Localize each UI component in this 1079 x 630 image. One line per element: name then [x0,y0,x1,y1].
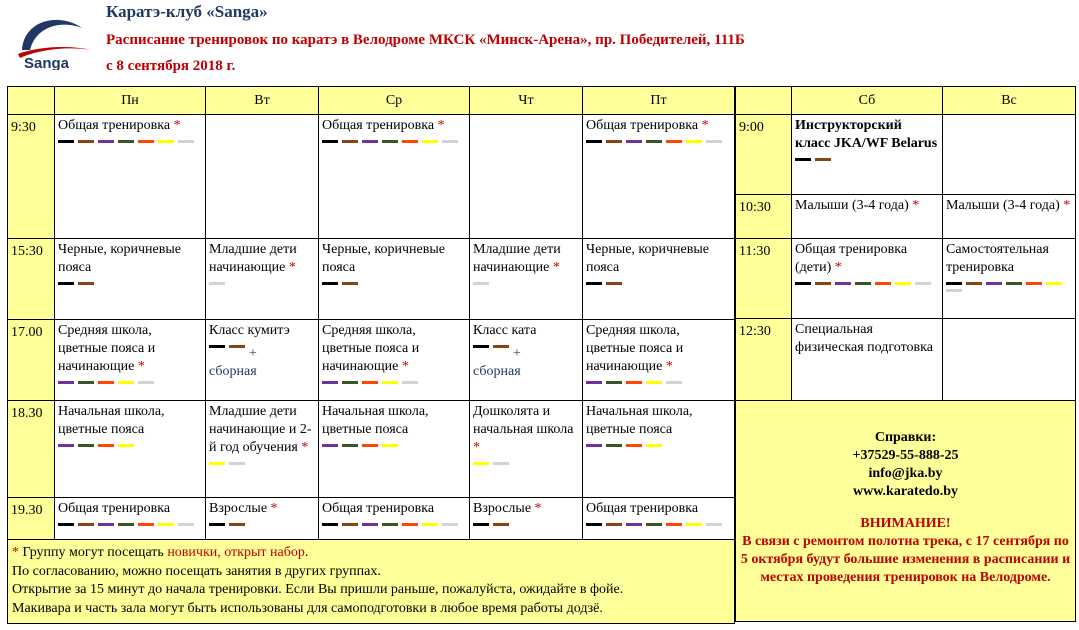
session-name: Младшие дети начинающие [473,242,561,275]
session-name: Дошколята и начальная школа [473,404,574,437]
orange-belt-marker [138,523,154,526]
session-cell [55,401,206,498]
purple-belt-marker [362,140,378,143]
new-students-mark: * [834,260,842,275]
orange-belt-marker [666,140,682,143]
green-belt-marker [646,523,662,526]
sanga-logo [14,10,94,70]
time-slot: 17.00 [8,320,55,401]
purple-belt-marker [322,444,338,447]
time-slot: 9:00 [736,115,792,195]
brown-belt-marker [966,282,982,285]
day-header: Пн [55,87,206,115]
session-name: Черные, коричневые пояса [58,242,181,275]
time-slot: 15:30 [8,239,55,320]
time-slot: 9:30 [8,115,55,239]
yellow-belt-marker [422,523,438,526]
note-line-2: По согласованию, можно посещать занятия в других группах. [12,563,381,579]
schedule-row [736,239,1076,319]
new-students-mark: * [270,501,278,516]
green-belt-marker [606,444,622,447]
session-name: Средняя школа, цветные пояса и начинающие [322,323,420,374]
day-header: Вс [943,87,1076,115]
brown-belt-marker [78,282,94,285]
attention-heading: ВНИМАНИЕ! [860,516,951,531]
session-cell [792,195,943,239]
purple-belt-marker [98,523,114,526]
purple-belt-marker [98,140,114,143]
belt-levels [473,462,579,465]
session-cell [943,239,1076,319]
session-name: Общая тренировка [58,118,171,133]
belt-levels [58,523,202,526]
new-students-mark: * [401,359,409,374]
purple-belt-marker [986,282,1002,285]
session-name: Общая тренировка [322,501,435,516]
purple-belt-marker [835,282,851,285]
day-header: Вт [206,87,319,115]
schedule-row [8,320,735,401]
plus-sign: + [513,346,521,361]
belt-levels [795,158,939,161]
day-header: Пт [583,87,735,115]
time-slot: 18.30 [8,401,55,498]
green-belt-marker [78,444,94,447]
brown-belt-marker [493,345,509,348]
white-belt-marker [229,462,245,465]
time-slot: 10:30 [736,195,792,239]
session-cell [55,115,206,239]
yellow-belt-marker [686,523,702,526]
yellow-belt-marker [646,381,662,384]
yellow-belt-marker [686,140,702,143]
page-title: Каратэ-клуб «Sanga» [106,2,268,21]
white-belt-marker [138,381,154,384]
session-name: Общая тренировка [322,118,435,133]
brown-belt-marker [606,140,622,143]
contact-heading: Справки: [874,430,937,445]
yellow-belt-marker [158,523,174,526]
corner-cell [736,87,792,115]
session-cell [319,115,470,239]
session-cell [319,239,470,320]
day-header: Ср [319,87,470,115]
black-belt-marker [322,282,338,285]
black-belt-marker [58,140,74,143]
belt-levels [209,345,315,363]
yellow-belt-marker [473,462,489,465]
session-name: Класс ката [473,323,537,338]
session-cell [206,320,319,401]
session-name: Начальная школа, цветные пояса [322,404,429,437]
green-belt-marker [342,381,358,384]
session-cell [319,320,470,401]
session-cell [206,401,319,498]
black-belt-marker [586,282,602,285]
plus-sign: + [249,346,257,361]
session-name: Самостоятельная тренировка [946,242,1049,275]
new-students-mark: * [137,359,145,374]
black-belt-marker [795,158,811,161]
white-belt-marker [915,282,931,285]
schedule-row [736,319,1076,401]
white-belt-marker [706,523,722,526]
schedule-row [8,498,735,540]
day-header: Чт [470,87,583,115]
session-name: Малыши (3-4 года) [946,198,1060,213]
session-name: Младшие дети начинающие [209,242,297,275]
white-belt-marker [946,289,962,292]
purple-belt-marker [626,523,642,526]
session-cell [583,498,735,540]
session-cell [943,195,1076,239]
belt-levels [586,282,731,285]
belt-levels [58,381,202,384]
belt-levels [473,523,579,526]
session-cell [792,319,943,401]
session-name: Черные, коричневые пояса [322,242,445,275]
session-name: Общая тренировка [586,118,699,133]
new-students-mark: * [173,118,181,133]
yellow-belt-marker [422,140,438,143]
session-name: Общая тренировка (дети) [795,242,908,275]
session-cell [583,239,735,320]
session-cell [943,319,1076,401]
white-belt-marker [473,282,489,285]
session-cell [470,320,583,401]
belt-levels [586,523,731,526]
session-cell [206,115,319,239]
black-belt-marker [209,523,225,526]
time-slot: 19.30 [8,498,55,540]
schedule-row [8,115,735,239]
session-cell [470,401,583,498]
belt-levels [322,140,466,143]
belt-levels [322,444,466,447]
belt-levels [322,282,466,285]
brown-belt-marker [342,523,358,526]
session-cell [583,320,735,401]
brown-belt-marker [815,282,831,285]
orange-belt-marker [362,381,378,384]
note-text: . [304,545,309,560]
new-students-mark: * [437,118,445,133]
green-belt-marker [606,381,622,384]
orange-belt-marker [138,140,154,143]
session-cell [55,239,206,320]
belt-levels [586,381,731,384]
session-name: Общая тренировка [586,501,699,516]
belt-levels [473,282,579,285]
orange-belt-marker [875,282,891,285]
session-cell [319,401,470,498]
time-slot: 12:30 [736,319,792,401]
black-belt-marker [795,282,811,285]
brown-belt-marker [342,140,358,143]
session-name: Черные, коричневые пояса [586,242,709,275]
brown-belt-marker [229,345,245,348]
yellow-belt-marker [382,381,398,384]
belt-levels [58,140,202,143]
green-belt-marker [118,523,134,526]
session-name: Взрослые [209,501,268,516]
belt-levels [795,282,939,285]
session-cell [583,115,735,239]
session-name: Специальная физическая подготовка [795,322,933,355]
new-students-mark: * [288,260,296,275]
green-belt-marker [855,282,871,285]
belt-levels [58,282,202,285]
team-label: сборная [209,364,257,379]
contact-phone: +37529-55-888-25 [852,448,959,463]
purple-belt-marker [58,381,74,384]
session-name: Малыши (3-4 года) [795,198,909,213]
black-belt-marker [473,345,489,348]
brown-belt-marker [342,282,358,285]
orange-belt-marker [402,523,418,526]
new-students-mark: * [552,260,560,275]
weekend-schedule-table [735,86,1076,622]
green-belt-marker [382,523,398,526]
session-cell [792,239,943,319]
session-name: Начальная школа, цветные пояса [586,404,693,437]
orange-belt-marker [98,444,114,447]
new-students-mark: * [301,440,309,455]
session-cell [206,239,319,320]
logo-text: Sanga [24,55,70,70]
time-slot: 11:30 [736,239,792,319]
session-cell [55,320,206,401]
orange-belt-marker [362,444,378,447]
belt-levels [209,462,315,465]
green-belt-marker [118,140,134,143]
session-name: Младшие дети начинающие и 2-й год обучения [209,404,312,455]
yellow-belt-marker [1046,282,1062,285]
team-label: сборная [473,364,521,379]
green-belt-marker [1006,282,1022,285]
contact-website: www.karatedo.by [852,484,958,499]
contact-email: info@jka.by [868,466,943,481]
orange-belt-marker [98,381,114,384]
note-line-3: Открытие за 15 минут до начала тренировки. Если Вы пришли раньше, пожалуйста, ожидайте в фойе. [12,582,624,597]
note-text: Группу могут посещать [19,545,168,560]
day-header: Сб [792,87,943,115]
orange-belt-marker [1026,282,1042,285]
attention-notice: В связи с ремонтом полотна трека, с 17 сентября по 5 октября будут большие изменения в расписании и местах проведения тренировок на Велодроме. [740,534,1071,585]
purple-belt-marker [322,381,338,384]
belt-levels [58,444,202,447]
green-belt-marker [342,444,358,447]
note-line-4: Макивара и часть зала могут быть использованы для самоподготовки в любое время работы додзё. [12,600,603,616]
yellow-belt-marker [158,140,174,143]
belt-levels [586,140,731,143]
session-cell [792,115,943,195]
purple-belt-marker [362,523,378,526]
corner-cell [8,87,55,115]
new-students-mark: * [12,545,19,560]
new-students-mark: * [665,359,673,374]
new-students-mark: * [473,440,480,455]
black-belt-marker [586,523,602,526]
brown-belt-marker [229,523,245,526]
yellow-belt-marker [895,282,911,285]
belt-levels [473,345,579,363]
brown-belt-marker [815,158,831,161]
session-cell [470,239,583,320]
brown-belt-marker [606,523,622,526]
notes-row [8,540,735,624]
schedule-row [8,401,735,498]
black-belt-marker [322,523,338,526]
session-name: Общая тренировка [58,501,171,516]
contact-info-cell [736,401,1076,622]
session-cell [470,115,583,239]
yellow-belt-marker [118,444,134,447]
white-belt-marker [178,140,194,143]
session-cell [470,498,583,540]
yellow-belt-marker [118,381,134,384]
notes-cell [8,540,735,624]
session-cell [583,401,735,498]
session-cell [943,115,1076,195]
white-belt-marker [442,523,458,526]
black-belt-marker [473,523,489,526]
session-name: Средняя школа, цветные пояса и начинающие [586,323,684,374]
black-belt-marker [946,282,962,285]
new-students-mark: * [534,501,542,516]
session-cell [206,498,319,540]
black-belt-marker [209,345,225,348]
brown-belt-marker [78,523,94,526]
belt-levels [322,523,466,526]
new-students-mark: * [1063,198,1071,213]
white-belt-marker [209,282,225,285]
orange-belt-marker [626,444,642,447]
schedule-row [736,115,1076,195]
weekday-schedule-table [7,86,735,624]
new-students-mark: * [912,198,920,213]
new-students-mark: * [701,118,709,133]
yellow-belt-marker [209,462,225,465]
white-belt-marker [178,523,194,526]
white-belt-marker [666,381,682,384]
purple-belt-marker [586,444,602,447]
black-belt-marker [586,140,602,143]
session-cell [55,498,206,540]
purple-belt-marker [586,381,602,384]
green-belt-marker [78,381,94,384]
note-highlight: новички, открыт набор [167,545,305,560]
purple-belt-marker [58,444,74,447]
session-name: Взрослые [473,501,532,516]
yellow-belt-marker [646,444,662,447]
brown-belt-marker [493,523,509,526]
orange-belt-marker [626,381,642,384]
note-line-1 [12,544,730,563]
white-belt-marker [493,462,509,465]
black-belt-marker [58,523,74,526]
schedule-row [736,195,1076,239]
session-name: Средняя школа, цветные пояса и начинающие [58,323,156,374]
belt-levels [322,381,466,384]
session-cell [319,498,470,540]
contact-row [736,401,1076,622]
black-belt-marker [322,140,338,143]
black-belt-marker [58,282,74,285]
logo-swoosh [22,20,82,50]
belt-levels [586,444,731,447]
purple-belt-marker [626,140,642,143]
belt-levels [209,282,315,285]
green-belt-marker [646,140,662,143]
belt-levels [946,282,1072,292]
brown-belt-marker [606,282,622,285]
orange-belt-marker [666,523,682,526]
green-belt-marker [382,140,398,143]
white-belt-marker [706,140,722,143]
white-belt-marker [402,381,418,384]
session-name: Инструкторский класс JKA/WF Belarus [795,118,938,151]
belt-levels [209,523,315,526]
session-name: Начальная школа, цветные пояса [58,404,165,437]
orange-belt-marker [402,140,418,143]
session-name: Класс кумитэ [209,323,290,338]
brown-belt-marker [78,140,94,143]
schedule-date: с 8 сентября 2018 г. [106,58,236,74]
schedule-row [8,239,735,320]
yellow-belt-marker [382,444,398,447]
white-belt-marker [442,140,458,143]
page-subtitle: Расписание тренировок по каратэ в Велодроме МКСК «Минск-Арена», пр. Победителей, 111Б [106,32,745,48]
